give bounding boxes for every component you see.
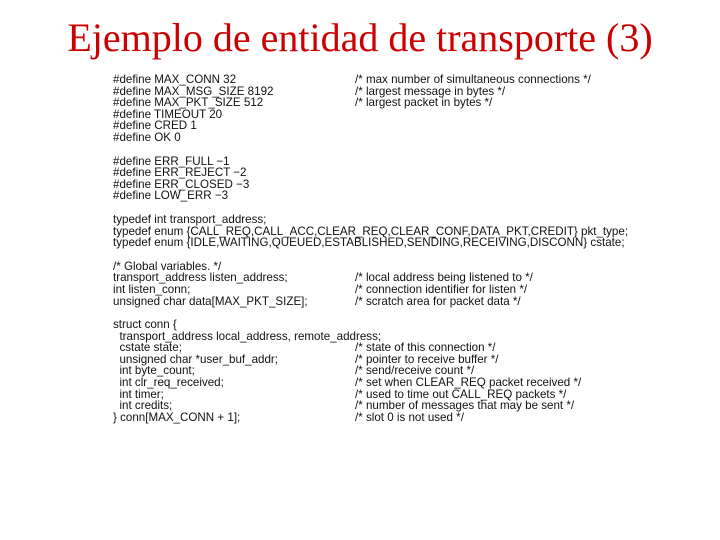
code-statement: #define LOW_ERR −3: [113, 189, 229, 203]
code-line: [113, 412, 713, 424]
code-statement: #define ERR_REJECT −2: [113, 166, 247, 180]
code-statement: int listen_conn;: [113, 282, 191, 296]
code-line: [113, 214, 713, 226]
code-comment: /* pointer to receive buffer */: [355, 352, 499, 366]
code-statement: #define OK 0: [113, 130, 181, 144]
code-line: [113, 307, 713, 319]
code-statement: transport_address listen_address;: [113, 271, 288, 285]
code-statement: cstate state;: [113, 341, 182, 355]
code-statement: #define TIMEOUT 20: [113, 107, 223, 121]
code-comment: /* slot 0 is not used */: [355, 410, 464, 424]
code-line: [113, 319, 713, 331]
code-comment: /* largest packet in bytes */: [355, 96, 493, 110]
code-statement: int clr_req_received;: [113, 376, 224, 390]
code-comment: /* largest message in bytes */: [355, 84, 506, 98]
code-statement: } conn[MAX_CONN + 1];: [113, 410, 241, 424]
code-comment: /* scratch area for packet data */: [355, 294, 521, 308]
code-statement: #define CRED 1: [113, 119, 197, 133]
code-statement: /* Global variables. */: [113, 259, 222, 273]
code-line: [113, 284, 713, 296]
code-statement: transport_address local_address, remote_address;: [113, 329, 382, 343]
code-comment: /* state of this connection */: [355, 341, 496, 355]
code-statement: #define MAX_PKT_SIZE 512: [113, 96, 264, 110]
code-statement: unsigned char data[MAX_PKT_SIZE];: [113, 294, 308, 308]
code-statement: struct conn {: [113, 318, 177, 332]
code-statement: int credits;: [113, 399, 173, 413]
code-line: [113, 190, 713, 202]
code-line: [113, 237, 713, 249]
code-comment: /* set when CLEAR_REQ packet received */: [355, 376, 582, 390]
code-comment: /* connection identifier for listen */: [355, 282, 528, 296]
code-line: [113, 296, 713, 308]
code-line: [113, 132, 713, 144]
code-statement: typedef enum {CALL_REQ,CALL_ACC,CLEAR_REQ,CLEAR_CONF,DATA_PKT,CREDIT} pkt_type;: [113, 224, 629, 238]
code-line: [113, 144, 713, 156]
code-comment: /* used to time out CALL_REQ packets */: [355, 387, 567, 401]
slide-title: Ejemplo de entidad de transporte (3): [67, 15, 653, 60]
code-statement: #define ERR_CLOSED −3: [113, 177, 250, 191]
code-statement: #define ERR_FULL −1: [113, 154, 230, 168]
code-comment: /* local address being listened to */: [355, 271, 533, 285]
code-statement: int timer;: [113, 387, 164, 401]
code-comment: /* send/receive count */: [355, 364, 475, 378]
code-line: [113, 167, 713, 179]
code-comment: /* number of messages that may be sent */: [355, 399, 575, 413]
code-line: [113, 249, 713, 261]
code-line: [113, 109, 713, 121]
code-line: [113, 74, 713, 86]
code-statement: typedef enum {IDLE,WAITING,QUEUED,ESTABLISHED,SENDING,RECEIVING,DISCONN} cstate;: [113, 236, 625, 250]
code-line: [113, 120, 713, 132]
code-statement: typedef int transport_address;: [113, 212, 267, 226]
code-statement: #define MAX_MSG_SIZE 8192: [113, 84, 274, 98]
code-line: [113, 377, 713, 389]
code-listing: [113, 74, 713, 423]
code-statement: int byte_count;: [113, 364, 195, 378]
code-statement: #define MAX_CONN 32: [113, 73, 237, 86]
code-comment: /* max number of simultaneous connections */: [355, 73, 591, 86]
code-statement: unsigned char *user_buf_addr;: [113, 352, 279, 366]
